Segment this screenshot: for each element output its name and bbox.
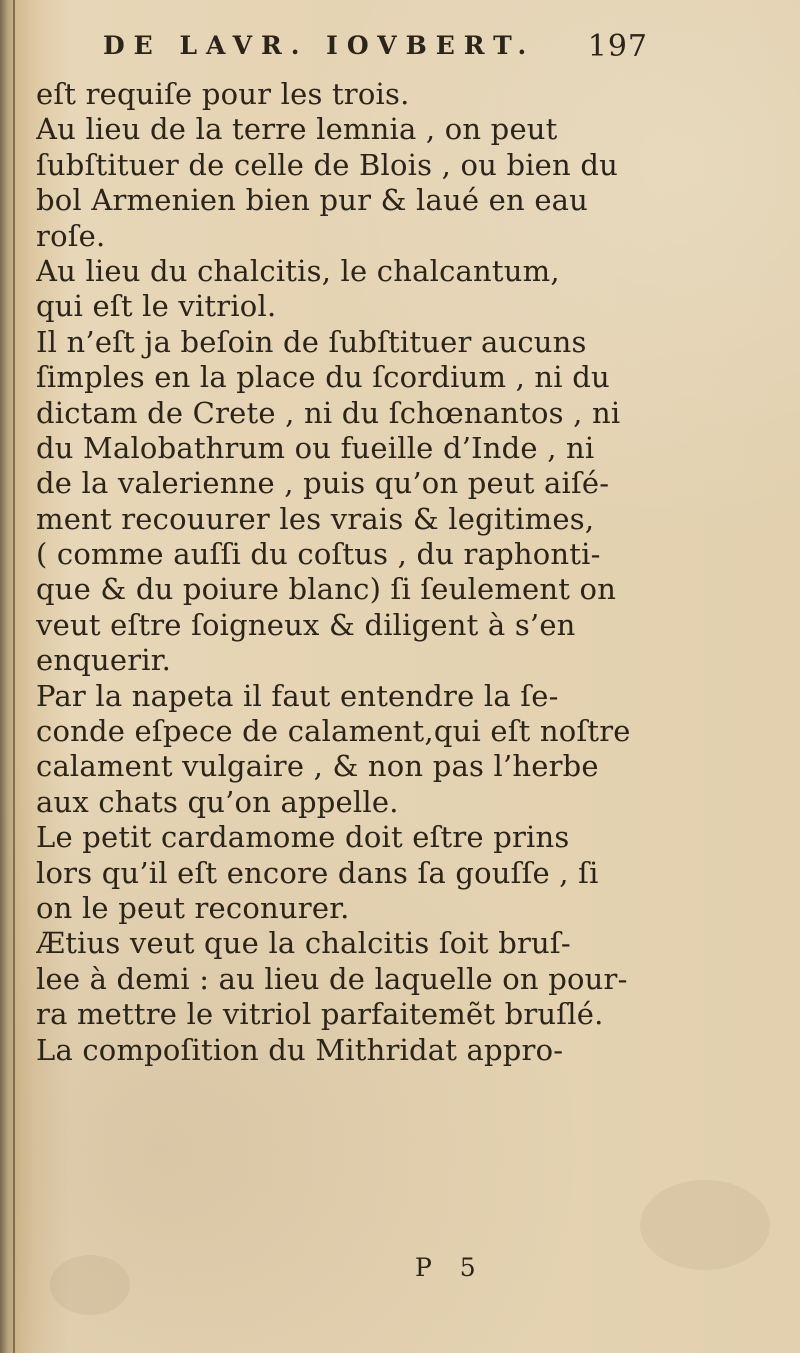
text-line: Par la napeta il faut entendre la ſe- <box>36 678 559 713</box>
text-line: dictam de Crete , ni du ſchœnantos , ni <box>36 395 621 430</box>
text-line: bol Armenien bien pur & laué en eau <box>36 183 589 218</box>
text-line: calament vulgaire , & non pas l’herbe <box>36 749 599 784</box>
header-title: DE LAVR. IOVBERT. <box>103 31 536 60</box>
text-line: que & du poiure blanc) ſi ſeulement on <box>36 572 617 607</box>
page-edge-line <box>13 0 15 1353</box>
page-text <box>36 77 651 1068</box>
running-header <box>103 27 648 67</box>
text-line: ment recouurer les vrais & legitimes, <box>36 501 595 536</box>
printer-signature: P 5 <box>415 1253 486 1282</box>
text-line: Il n’eſt ja beſoin de ſubſtituer aucuns <box>36 324 587 359</box>
text-line: qui eſt le vitriol. <box>36 289 277 324</box>
text-line: Ætius veut que la chalcitis ſoit bruſ- <box>36 926 571 961</box>
text-line: conde eſpece de calament,qui eſt noſtre <box>36 714 631 749</box>
paper-stain <box>50 1255 130 1315</box>
text-line: ra mettre le vitriol parfaitemẽt bruſlé. <box>36 997 604 1032</box>
text-line: ſimples en la place du ſcordium , ni du <box>36 360 610 395</box>
text-line: veut eſtre ſoigneux & diligent à s’en <box>36 607 576 642</box>
text-line: lee à demi : au lieu de laquelle on pour- <box>36 961 628 996</box>
text-line: Au lieu du chalcitis, le chalcantum, <box>36 253 560 288</box>
text-line: aux chats qu’on appelle. <box>36 784 399 819</box>
text-line: eſt requiſe pour les trois. <box>36 77 410 111</box>
text-line: on le peut reconurer. <box>36 890 350 925</box>
text-line: Le petit cardamome doit eſtre prins <box>36 820 570 855</box>
page-number: 197 <box>587 29 648 64</box>
text-line: ( comme auſſi du coſtus , du raphonti- <box>36 537 601 572</box>
paper-stain <box>640 1180 770 1270</box>
text-line: roſe. <box>36 218 106 253</box>
text-line: du Malobathrum ou fueille d’Inde , ni <box>36 430 595 465</box>
text-line: La compoſition du Mithridat appro- <box>36 1032 564 1067</box>
text-line: ſubſtituer de celle de Blois , ou bien du <box>36 147 618 182</box>
text-line: Au lieu de la terre lemnia , on peut <box>36 112 558 147</box>
text-line: lors qu’il eſt encore dans ſa gouſſe , ſi <box>36 855 599 890</box>
text-line: de la valerienne , puis qu’on peut aiſé- <box>36 466 610 501</box>
text-line: enquerir. <box>36 643 172 678</box>
